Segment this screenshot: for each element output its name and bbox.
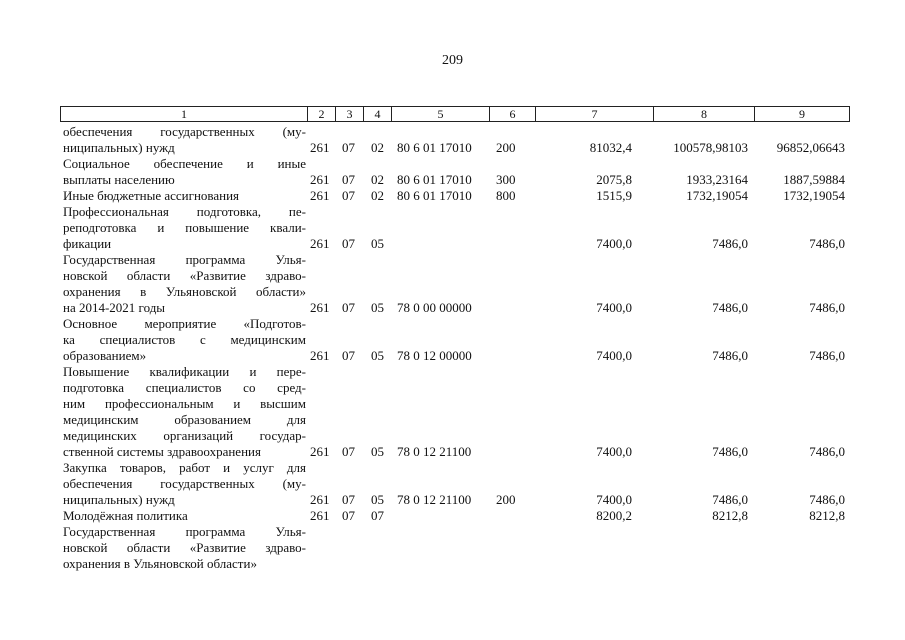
cell-ved: 261: [310, 172, 330, 187]
row-name: [60, 124, 306, 156]
header-col-8: 8: [654, 107, 755, 121]
cell-ved: 261: [310, 188, 330, 203]
cell-pr: 07: [371, 508, 384, 523]
cell-csr: 80 6 01 17010: [397, 188, 472, 203]
cell-vr: 800: [496, 188, 516, 203]
cell-pr: 05: [371, 444, 384, 459]
row-name: [60, 364, 306, 460]
cell-s7: 81032,4: [589, 140, 632, 155]
row-name-line: Закупка товаров, работ и услуг для: [63, 460, 306, 475]
table-row: [60, 316, 850, 364]
cell-rz: 07: [342, 492, 355, 507]
cell-rz: 07: [342, 140, 355, 155]
row-name-line: ственной системы здравоохранения: [63, 444, 261, 459]
cell-s8: 100578,98103: [673, 140, 748, 155]
cell-csr: 80 6 01 17010: [397, 172, 472, 187]
cell-s7: 2075,8: [596, 172, 632, 187]
row-name: [60, 188, 306, 204]
cell-ved: 261: [310, 140, 330, 155]
table-row: [60, 124, 850, 156]
row-name-line: фикации: [63, 236, 112, 251]
cell-ved: 261: [310, 236, 330, 251]
cell-ved: 261: [310, 508, 330, 523]
table-row: [60, 364, 850, 460]
cell-csr: 78 0 12 21100: [397, 444, 472, 459]
cell-csr: 78 0 12 00000: [397, 348, 472, 363]
cell-s9: 96852,06643: [776, 140, 845, 155]
page-number: 209: [442, 53, 463, 68]
row-name-line: Повышение квалификации и пере-: [63, 364, 306, 379]
cell-ved: 261: [310, 348, 330, 363]
cell-s7: 7400,0: [596, 444, 632, 459]
cell-rz: 07: [342, 508, 355, 523]
header-col-3: 3: [336, 107, 364, 121]
row-name: [60, 316, 306, 364]
table-row: [60, 524, 850, 572]
cell-vr: 200: [496, 492, 516, 507]
cell-s9: 7486,0: [809, 348, 845, 363]
table-row: [60, 252, 850, 316]
cell-s9: 1887,59884: [783, 172, 845, 187]
header-col-7: 7: [536, 107, 654, 121]
row-name-line: на 2014-2021 годы: [63, 300, 166, 315]
cell-s7: 7400,0: [596, 236, 632, 251]
cell-vr: 300: [496, 172, 516, 187]
cell-s8: 7486,0: [712, 348, 748, 363]
row-name-line: подготовка специалистов со сред-: [63, 380, 306, 395]
table-row: [60, 156, 850, 188]
cell-s8: 1732,19054: [686, 188, 748, 203]
table-body: [60, 124, 850, 572]
cell-s8: 7486,0: [712, 300, 748, 315]
row-name-line: Социальное обеспечение и иные: [63, 156, 306, 171]
cell-pr: 02: [371, 188, 384, 203]
table-row: [60, 508, 850, 524]
cell-s7: 1515,9: [596, 188, 632, 203]
table-header: [60, 106, 850, 122]
table-row: [60, 460, 850, 508]
row-name-line: медицинским образованием для: [63, 412, 306, 427]
cell-s9: 7486,0: [809, 444, 845, 459]
row-name-line: медицинских организаций государ-: [63, 428, 306, 443]
cell-csr: 78 0 12 21100: [397, 492, 472, 507]
cell-pr: 05: [371, 492, 384, 507]
row-name: [60, 508, 306, 524]
cell-rz: 07: [342, 300, 355, 315]
row-name-line: Профессиональная подготовка, пе-: [63, 204, 306, 219]
header-col-1: 1: [61, 107, 308, 121]
header-col-5: 5: [392, 107, 490, 121]
cell-s9: 7486,0: [809, 492, 845, 507]
row-name: [60, 460, 306, 508]
row-name-line: реподготовка и повышение квали-: [63, 220, 306, 235]
row-name-line: Иные бюджетные ассигнования: [63, 188, 240, 203]
row-name-line: Государственная программа Улья-: [63, 524, 306, 539]
row-name-line: образованием»: [63, 348, 147, 363]
row-name-line: новской области «Развитие здраво-: [63, 268, 306, 283]
row-name-line: выплаты населению: [63, 172, 175, 187]
cell-rz: 07: [342, 236, 355, 251]
cell-ved: 261: [310, 492, 330, 507]
cell-rz: 07: [342, 188, 355, 203]
cell-csr: 78 0 00 00000: [397, 300, 472, 315]
row-name-line: охранения в Ульяновской области»: [63, 284, 306, 299]
cell-s7: 7400,0: [596, 348, 632, 363]
cell-s9: 7486,0: [809, 236, 845, 251]
cell-ved: 261: [310, 444, 330, 459]
row-name-line: ка специалистов с медицинским: [63, 332, 306, 347]
cell-vr: 200: [496, 140, 516, 155]
row-name-line: ним профессиональным и высшим: [63, 396, 306, 411]
row-name-line: новской области «Развитие здраво-: [63, 540, 306, 555]
header-col-6: 6: [490, 107, 536, 121]
row-name-line: Государственная программа Улья-: [63, 252, 306, 267]
row-name-line: охранения в Ульяновской области»: [63, 556, 257, 571]
row-name-line: Молодёжная политика: [63, 508, 188, 523]
cell-s8: 7486,0: [712, 444, 748, 459]
table-row: [60, 204, 850, 252]
cell-pr: 02: [371, 172, 384, 187]
cell-s8: 7486,0: [712, 236, 748, 251]
cell-s9: 1732,19054: [783, 188, 845, 203]
row-name-line: Основное мероприятие «Подготов-: [63, 316, 306, 331]
row-name: [60, 252, 306, 316]
cell-rz: 07: [342, 444, 355, 459]
row-name-line: обеспечения государственных (му-: [63, 476, 306, 491]
cell-s7: 7400,0: [596, 492, 632, 507]
cell-rz: 07: [342, 348, 355, 363]
row-name: [60, 156, 306, 188]
row-name: [60, 204, 306, 252]
row-name-line: ниципальных) нужд: [63, 140, 175, 155]
cell-pr: 05: [371, 236, 384, 251]
header-col-4: 4: [364, 107, 392, 121]
row-name-line: ниципальных) нужд: [63, 492, 175, 507]
cell-ved: 261: [310, 300, 330, 315]
cell-s7: 7400,0: [596, 300, 632, 315]
cell-s8: 7486,0: [712, 492, 748, 507]
cell-pr: 05: [371, 348, 384, 363]
cell-rz: 07: [342, 172, 355, 187]
cell-s9: 8212,8: [809, 508, 845, 523]
header-col-9: 9: [799, 107, 805, 121]
cell-csr: 80 6 01 17010: [397, 140, 472, 155]
cell-s9: 7486,0: [809, 300, 845, 315]
header-col-2: 2: [308, 107, 336, 121]
cell-s8: 1933,23164: [686, 172, 748, 187]
table-row: [60, 188, 850, 204]
cell-pr: 02: [371, 140, 384, 155]
cell-s8: 8212,8: [712, 508, 748, 523]
cell-s7: 8200,2: [596, 508, 632, 523]
row-name-line: обеспечения государственных (му-: [63, 124, 306, 139]
cell-pr: 05: [371, 300, 384, 315]
row-name: [60, 524, 306, 572]
